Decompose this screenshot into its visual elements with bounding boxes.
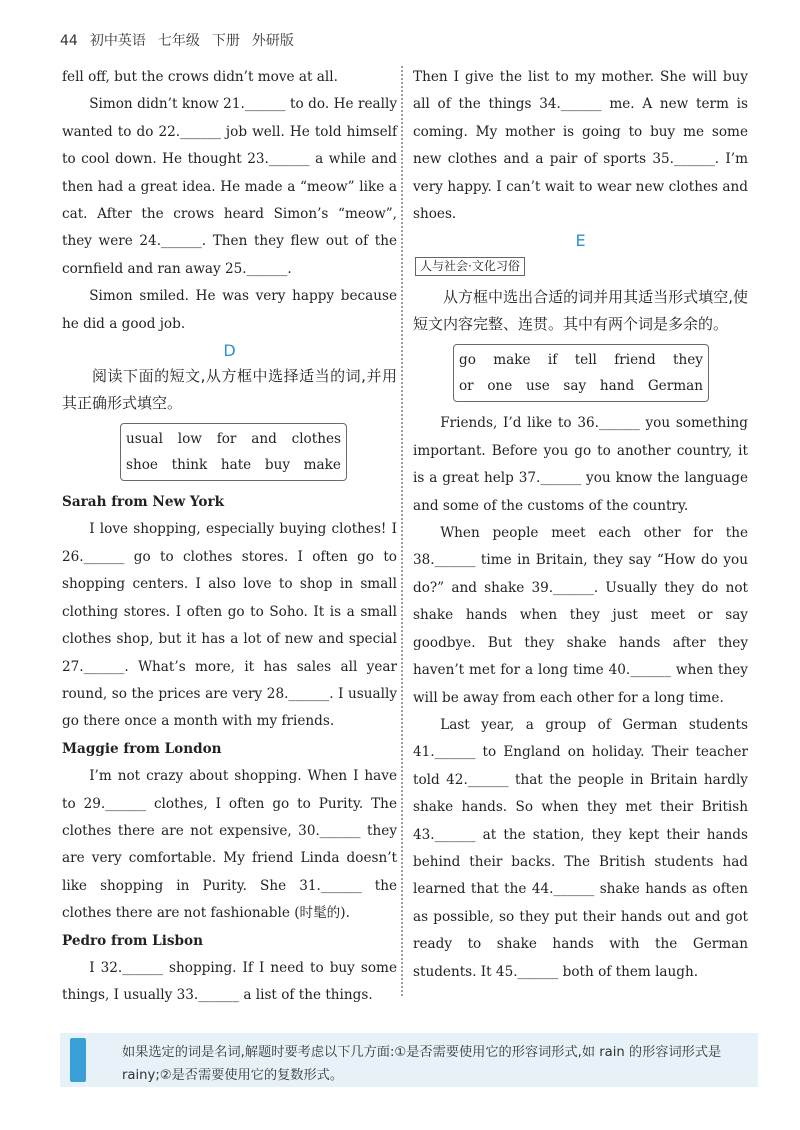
term: 下册 [211,33,240,49]
tip-box [60,1033,758,1087]
word-box-e [453,344,709,402]
word: or [459,378,474,395]
section-e-heading: E [575,231,586,251]
word: use [525,378,550,395]
word: shoe [126,457,158,474]
subheading-sarah: Sarah from New York [62,494,225,511]
paragraph: I love shopping, especially buying clothes! I 26.______ go to clothes stores. I often go to shopping centers. I also love to shop in small clothing stores. I often go to Soho. It is a small clothes shop, but it has a lot of new and special 27.______. What’s more, it has sales all year round, so the prices are very 28.______. I usually go there once a month with my friends. [62,521,397,730]
tip-text: 如果选定的词是名词,解题时要考虑以下几方面:①是否需要使用它的形容词形式,如 rain 的形容词形式是 rainy;②是否需要使用它的复数形式。 [122,1045,722,1083]
word: make [493,352,531,369]
subject: 初中英语 [89,33,146,49]
word: hate [220,457,252,474]
word: go [459,352,476,369]
word: they [673,352,703,369]
word: friend [614,352,656,369]
word: and [251,431,277,448]
word: one [487,378,513,395]
right-column [413,64,748,986]
word-row [126,452,341,478]
grade: 七年级 [157,33,200,49]
column-divider [401,66,403,996]
word: hand [599,378,635,395]
paragraph: Then I give the list to my mother. She will buy all of the things 34.______ me. A new term is coming. My mother is going to buy me some new clothes and a pair of sports 35.______. I’m very happy. I can’t wait to wear new clothes and shoes. [413,69,748,223]
word: low [177,431,202,448]
paragraph: fell off, but the crows didn’t move at all. [62,69,338,85]
word-row [459,347,703,373]
word: think [171,457,208,474]
word-row [459,373,703,399]
page-header [60,30,306,50]
word-row [126,426,341,452]
word: make [303,457,341,474]
paragraph: I 32.______ shopping. If I need to buy some things, I usually 33.______ a list of the things. [62,959,397,1004]
word: for [216,431,237,448]
instruction-e: 从方框中选出合适的词并用其适当形式填空,使短文内容完整、连贯。其中有两个词是多余的。 [413,288,748,334]
word-box-d [120,423,347,481]
left-column [62,64,397,1010]
subheading-maggie: Maggie from London [62,740,222,757]
section-d-heading: D [223,341,236,361]
subheading-pedro: Pedro from Lisbon [62,932,203,949]
paragraph: Simon smiled. He was very happy because he did a good job. [62,288,397,332]
word: clothes [291,431,341,448]
word: usual [126,431,163,448]
word: German [647,378,703,395]
word: tell [574,352,597,369]
topic-tag: 人与社会·文化习俗 [415,257,525,276]
publisher: 外研版 [251,33,294,49]
page-number: 44 [60,33,78,49]
word: buy [264,457,291,474]
tip-label-bar [70,1038,86,1082]
paragraph: When people meet each other for the 38.______ time in Britain, they say “How do you do?” and shake 39.______. Usually they do not shake hands when they just meet or say goodbye. But they shake hands after they haven’t met for a long time 40.______ when they will be away from each other for a long time. [413,525,748,706]
instruction-d: 阅读下面的短文,从方框中选择适当的词,并用其正确形式填空。 [62,367,397,413]
paragraph: Simon didn’t know 21.______ to do. He really wanted to do 22.______ job well. He told himself to cool down. He thought 23.______ a while and then had a great idea. He made a “meow” like a cat. After the crows heard Simon’s “meow”, they were 24.______. Then they flew out of the cornfield and ran away 25.______. [62,96,397,277]
paragraph: Friends, I’d like to 36.______ you something important. Before you go to another country, it is a great help 37.______ you know the language and some of the customs of the country. [413,415,748,514]
paragraph: Last year, a group of German students 41.______ to England on holiday. Their teacher told 42.______ that the people in Britain hardly shake hands. So when they met their British 43.______ at the station, they kept their hands behind their backs. The British students had learned that the 44.______ shake hands as often as possible, so they put their hands out and got ready to shake hands with the German students. It 45.______ both of them laugh. [413,716,748,980]
word: if [547,352,558,369]
word: say [563,378,587,395]
paragraph: I’m not crazy about shopping. When I have to 29.______ clothes, I often go to Purity. The clothes there are not expensive, 30.______ they are very comfortable. My friend Linda doesn’t like shopping in Purity. She 31.______ the clothes there are not fashionable (时髦的). [62,768,397,922]
